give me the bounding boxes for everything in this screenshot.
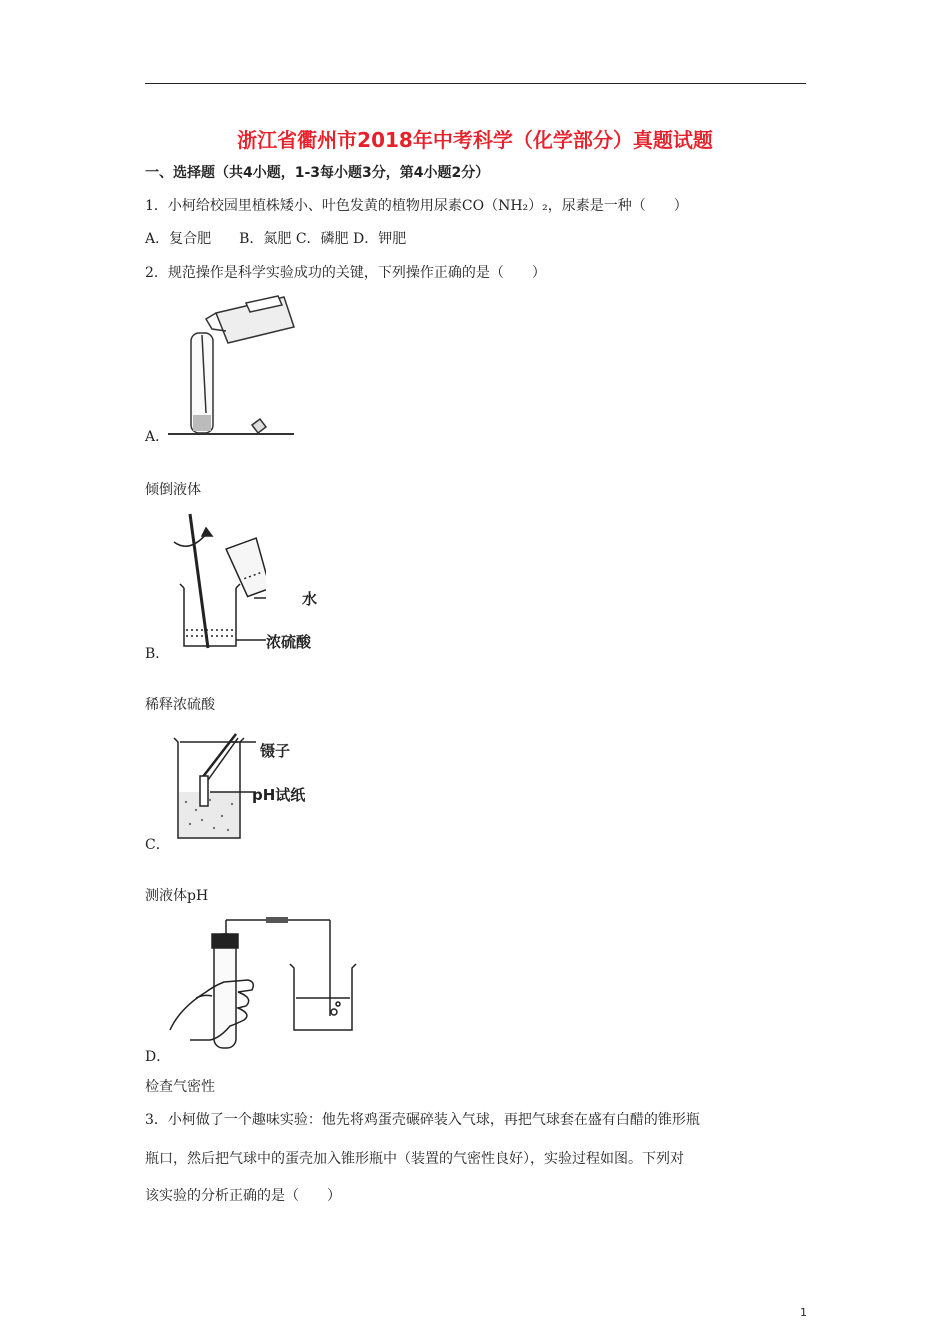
option-a-caption: 倾倒液体 (145, 482, 201, 498)
section-heading: 一、选择题（共4小题，1-3每小题3分，第4小题2分） (145, 165, 490, 181)
figure-c-tweezers-label: 镊子 (260, 742, 291, 760)
figure-b-water-label: 水 (302, 590, 318, 608)
option-a-label: A． (145, 429, 170, 445)
option-b-caption: 稀释浓硫酸 (145, 697, 215, 713)
figure-pouring-liquid (166, 293, 296, 441)
question-3-line-2: 瓶口，然后把气球中的蛋壳加入锥形瓶中（装置的气密性良好），实验过程如图。下列对 (145, 1151, 684, 1167)
question-1-options: A．复合肥 B．氮肥 C．磷肥 D．钾肥 (145, 231, 407, 247)
option-d-label: D． (145, 1049, 171, 1065)
page-title: 浙江省衢州市2018年中考科学（化学部分）真题试题 (237, 128, 713, 152)
question-2-stem: 2．规范操作是科学实验成功的关键，下列操作正确的是（ ） (145, 265, 546, 281)
option-d-caption: 检查气密性 (145, 1079, 215, 1095)
figure-measure-ph (166, 730, 266, 844)
option-c-caption: 测液体pH (145, 888, 209, 904)
page-number: 1 (800, 1306, 807, 1319)
figure-airtightness-check (166, 912, 362, 1050)
question-1-stem: 1．小柯给校园里植株矮小、叶色发黄的植物用尿素CO（NH₂）₂，尿素是一种（ ） (145, 198, 688, 214)
option-b-label: B． (145, 646, 170, 662)
question-3-line-3: 该实验的分析正确的是（ ） (145, 1188, 341, 1204)
question-3-line-1: 3．小柯做了一个趣味实验：他先将鸡蛋壳碾碎装入气球，再把气球套在盛有白醋的锥形瓶 (145, 1112, 700, 1128)
header-rule (145, 83, 806, 84)
figure-dilute-acid (166, 510, 266, 658)
figure-b-acid-label: 浓硫酸 (266, 633, 312, 651)
figure-c-paper-label: pH试纸 (252, 786, 306, 804)
option-c-label: C． (145, 837, 170, 853)
